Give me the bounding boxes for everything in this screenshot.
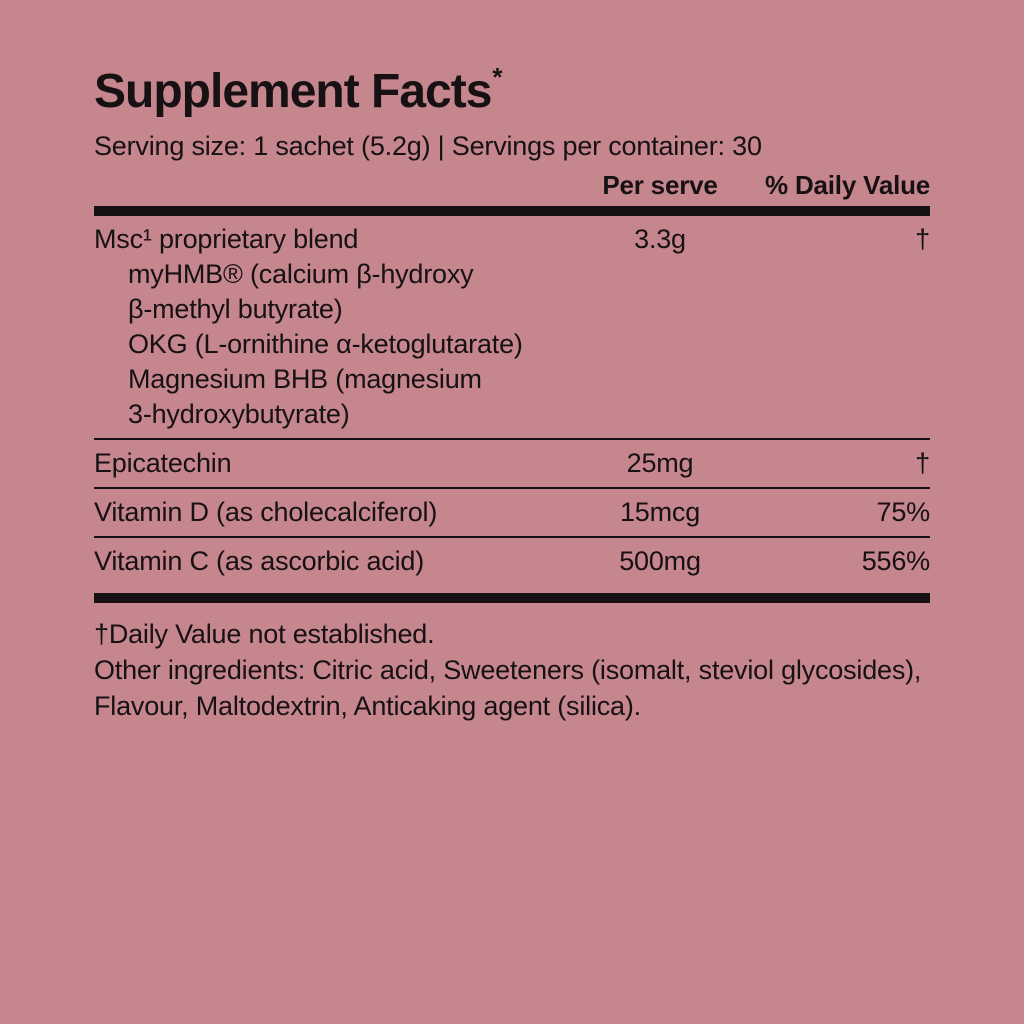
serving-info: Serving size: 1 sachet (5.2g) | Servings per container: 30 (94, 131, 762, 161)
row-main-line (94, 544, 930, 579)
divider-thick-top (94, 206, 930, 216)
row-main-line (94, 495, 930, 530)
column-header-daily-value: % Daily Value (765, 170, 931, 200)
ingredient-daily-value: 75% (876, 497, 930, 527)
blend-component: β-methyl butyrate) (128, 294, 343, 324)
table-row-proprietary-blend (94, 216, 930, 438)
ingredient-name: Vitamin C (as ascorbic acid) (94, 546, 425, 576)
label-content (94, 0, 930, 724)
column-header-per-serve: Per serve (602, 170, 718, 200)
ingredient-amount: 3.3g (634, 224, 686, 254)
ingredient-name: Epicatechin (94, 448, 232, 478)
ingredient-daily-value: † (915, 448, 930, 478)
blend-component: OKG (L-ornithine α-ketoglutarate) (128, 329, 523, 359)
ingredient-daily-value: † (915, 224, 930, 254)
row-main-line (94, 446, 930, 481)
footnotes-section (94, 616, 930, 724)
divider-thick-bottom (94, 593, 930, 603)
table-header (94, 172, 930, 198)
ingredient-amount: 15mcg (619, 497, 701, 527)
other-ingredients: Other ingredients: Citric acid, Sweeteners (isomalt, steviol glycosides), Flavour, Maltodextrin, Anticaking agent (silica). (94, 655, 922, 721)
table-row-epicatechin (94, 440, 930, 487)
row-main-line (94, 222, 930, 257)
ingredient-amount: 500mg (619, 546, 701, 576)
ingredient-daily-value: 556% (861, 546, 930, 576)
title-text: Supplement Facts (94, 65, 492, 118)
blend-component: 3-hydroxybutyrate) (128, 399, 350, 429)
page-title (94, 62, 930, 118)
ingredient-name: Vitamin D (as cholecalciferol) (94, 497, 438, 527)
table-row-vitamin-d (94, 489, 930, 536)
title-footnote-mark: * (492, 62, 502, 92)
blend-component: myHMB® (calcium β-hydroxy (128, 259, 474, 289)
ingredient-amount: 25mg (626, 448, 694, 478)
blend-component: Magnesium BHB (magnesium (128, 364, 482, 394)
ingredient-name: Msc¹ proprietary blend (94, 224, 359, 254)
table-row-vitamin-c (94, 538, 930, 585)
daily-value-footnote: †Daily Value not established. (94, 619, 435, 649)
